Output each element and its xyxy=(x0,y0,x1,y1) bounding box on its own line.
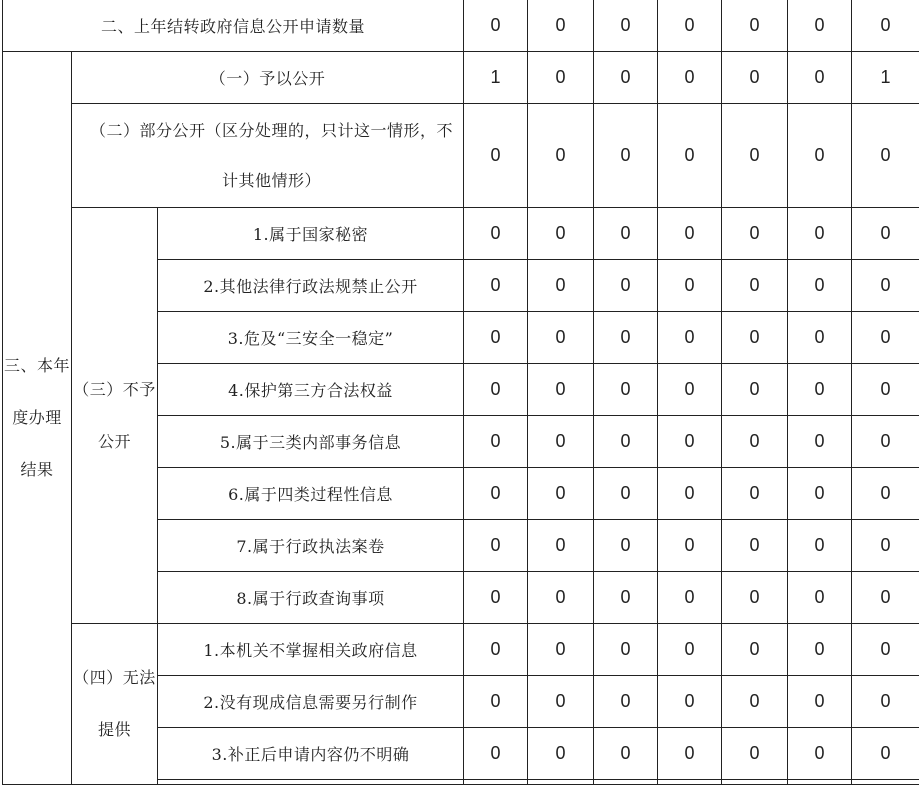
value-cell: 0 xyxy=(528,104,594,208)
value-cell: 0 xyxy=(464,312,528,364)
table-row-not-open xyxy=(3,208,919,260)
value-cell: 0 xyxy=(594,0,658,52)
value-cell: 0 xyxy=(852,416,919,468)
value-cell: 0 xyxy=(788,104,852,208)
value-cell: 0 xyxy=(464,728,528,780)
value-cell: 0 xyxy=(788,312,852,364)
value-cell: 0 xyxy=(528,364,594,416)
value-cell: 0 xyxy=(594,624,658,676)
value-cell: 0 xyxy=(788,416,852,468)
row-label-open: （一）予以公开 xyxy=(72,52,464,104)
cut-off-cell xyxy=(722,780,788,785)
value-cell: 0 xyxy=(528,728,594,780)
value-cell: 0 xyxy=(722,364,788,416)
row-label: 2.其他法律行政法规禁止公开 xyxy=(158,260,464,312)
value-cell: 0 xyxy=(594,104,658,208)
value-cell: 0 xyxy=(658,468,722,520)
value-cell: 0 xyxy=(722,572,788,624)
value-cell: 0 xyxy=(658,520,722,572)
value-cell: 0 xyxy=(528,0,594,52)
value-cell: 0 xyxy=(594,312,658,364)
value-cell: 0 xyxy=(788,728,852,780)
value-cell: 0 xyxy=(464,468,528,520)
value-cell: 0 xyxy=(658,104,722,208)
value-cell: 0 xyxy=(722,468,788,520)
value-cell: 0 xyxy=(722,104,788,208)
row-label-partial xyxy=(72,104,464,208)
government-info-disclosure-table xyxy=(2,0,919,785)
cut-off-cell xyxy=(594,780,658,785)
row-label: 8.属于行政查询事项 xyxy=(158,572,464,624)
value-cell: 0 xyxy=(788,260,852,312)
value-cell: 0 xyxy=(528,52,594,104)
value-cell: 0 xyxy=(528,260,594,312)
value-cell: 0 xyxy=(594,728,658,780)
value-cell: 0 xyxy=(788,52,852,104)
value-cell: 0 xyxy=(788,520,852,572)
value-cell: 0 xyxy=(594,520,658,572)
row-label: 6.属于四类过程性信息 xyxy=(158,468,464,520)
section-three-label xyxy=(3,52,72,785)
group-unable-line1: （四）无法 xyxy=(73,668,156,687)
value-cell: 0 xyxy=(852,520,919,572)
value-cell: 0 xyxy=(658,364,722,416)
value-cell: 0 xyxy=(658,0,722,52)
value-cell: 0 xyxy=(658,624,722,676)
cut-off-cell xyxy=(528,780,594,785)
value-cell: 0 xyxy=(528,624,594,676)
value-cell: 0 xyxy=(528,208,594,260)
cut-off-cell xyxy=(788,780,852,785)
value-cell: 0 xyxy=(594,52,658,104)
section-three-line2: 度办理 xyxy=(12,408,62,427)
value-cell: 0 xyxy=(852,468,919,520)
value-cell: 0 xyxy=(658,728,722,780)
row-label: 7.属于行政执法案卷 xyxy=(158,520,464,572)
value-cell: 0 xyxy=(658,676,722,728)
group-not-open-line2: 公开 xyxy=(98,432,131,451)
value-cell: 0 xyxy=(852,208,919,260)
value-cell: 0 xyxy=(722,208,788,260)
row-label-partial-line2: 计其他情形） xyxy=(80,156,463,206)
value-cell: 0 xyxy=(594,364,658,416)
value-cell: 0 xyxy=(464,208,528,260)
value-cell: 0 xyxy=(464,572,528,624)
value-cell: 0 xyxy=(658,312,722,364)
row-label-previous-year: 二、上年结转政府信息公开申请数量 xyxy=(3,0,464,52)
cut-off-cell xyxy=(852,780,919,785)
value-cell: 0 xyxy=(464,104,528,208)
table-row-partial xyxy=(3,104,919,208)
row-label: 1.本机关不掌握相关政府信息 xyxy=(158,624,464,676)
value-cell: 0 xyxy=(528,572,594,624)
value-cell: 1 xyxy=(464,52,528,104)
value-cell: 0 xyxy=(852,104,919,208)
value-cell: 0 xyxy=(722,0,788,52)
table-row-previous-year xyxy=(3,0,919,52)
value-cell: 0 xyxy=(788,468,852,520)
group-label-not-open-text xyxy=(73,364,156,468)
value-cell: 0 xyxy=(464,0,528,52)
section-three-label-text xyxy=(4,340,70,496)
value-cell: 0 xyxy=(722,260,788,312)
value-cell: 0 xyxy=(852,364,919,416)
cut-off-cell xyxy=(158,780,464,785)
row-label: 4.保护第三方合法权益 xyxy=(158,364,464,416)
value-cell: 0 xyxy=(852,312,919,364)
value-cell: 0 xyxy=(788,624,852,676)
value-cell: 0 xyxy=(464,416,528,468)
value-cell: 0 xyxy=(852,728,919,780)
row-label: 5.属于三类内部事务信息 xyxy=(158,416,464,468)
row-label: 2.没有现成信息需要另行制作 xyxy=(158,676,464,728)
value-cell: 0 xyxy=(658,208,722,260)
cut-off-cell xyxy=(464,780,528,785)
group-label-not-open xyxy=(72,208,158,624)
group-label-unable xyxy=(72,624,158,785)
section-three-line3: 结果 xyxy=(20,460,53,479)
value-cell: 0 xyxy=(464,364,528,416)
value-cell: 0 xyxy=(788,208,852,260)
value-cell: 0 xyxy=(722,624,788,676)
value-cell: 0 xyxy=(722,312,788,364)
value-cell: 0 xyxy=(658,52,722,104)
value-cell: 0 xyxy=(594,260,658,312)
row-label: 1.属于国家秘密 xyxy=(158,208,464,260)
table-row-open xyxy=(3,52,919,104)
cut-off-cell xyxy=(658,780,722,785)
value-cell: 0 xyxy=(464,676,528,728)
value-cell: 0 xyxy=(464,624,528,676)
value-cell: 0 xyxy=(464,520,528,572)
value-cell: 0 xyxy=(852,260,919,312)
value-cell: 0 xyxy=(852,572,919,624)
value-cell: 0 xyxy=(594,208,658,260)
value-cell: 0 xyxy=(788,676,852,728)
value-cell: 0 xyxy=(528,520,594,572)
group-not-open-line1: （三）不予 xyxy=(73,380,156,399)
group-unable-line2: 提供 xyxy=(98,720,131,739)
value-cell: 0 xyxy=(658,416,722,468)
value-cell: 0 xyxy=(658,572,722,624)
value-cell: 0 xyxy=(594,572,658,624)
value-cell: 0 xyxy=(594,676,658,728)
value-cell: 0 xyxy=(852,624,919,676)
value-cell: 0 xyxy=(788,572,852,624)
row-label: 3.补正后申请内容仍不明确 xyxy=(158,728,464,780)
value-cell: 0 xyxy=(722,52,788,104)
section-three-line1: 三、本年 xyxy=(4,356,70,375)
value-cell: 0 xyxy=(528,416,594,468)
value-cell: 0 xyxy=(594,468,658,520)
value-cell: 0 xyxy=(528,676,594,728)
value-cell: 0 xyxy=(788,0,852,52)
value-cell: 0 xyxy=(528,468,594,520)
value-cell: 0 xyxy=(852,676,919,728)
value-cell: 0 xyxy=(722,520,788,572)
value-cell: 0 xyxy=(722,416,788,468)
value-cell: 0 xyxy=(722,728,788,780)
value-cell: 0 xyxy=(528,312,594,364)
value-cell: 1 xyxy=(852,52,919,104)
group-label-unable-text xyxy=(73,652,156,756)
value-cell: 0 xyxy=(852,0,919,52)
value-cell: 0 xyxy=(658,260,722,312)
row-label: 3.危及“三安全一稳定” xyxy=(158,312,464,364)
table-row-unable xyxy=(3,624,919,676)
value-cell: 0 xyxy=(788,364,852,416)
value-cell: 0 xyxy=(464,260,528,312)
row-label-partial-line1: （二）部分公开（区分处理的，只计这一情形，不 xyxy=(90,121,453,140)
value-cell: 0 xyxy=(722,676,788,728)
value-cell: 0 xyxy=(594,416,658,468)
